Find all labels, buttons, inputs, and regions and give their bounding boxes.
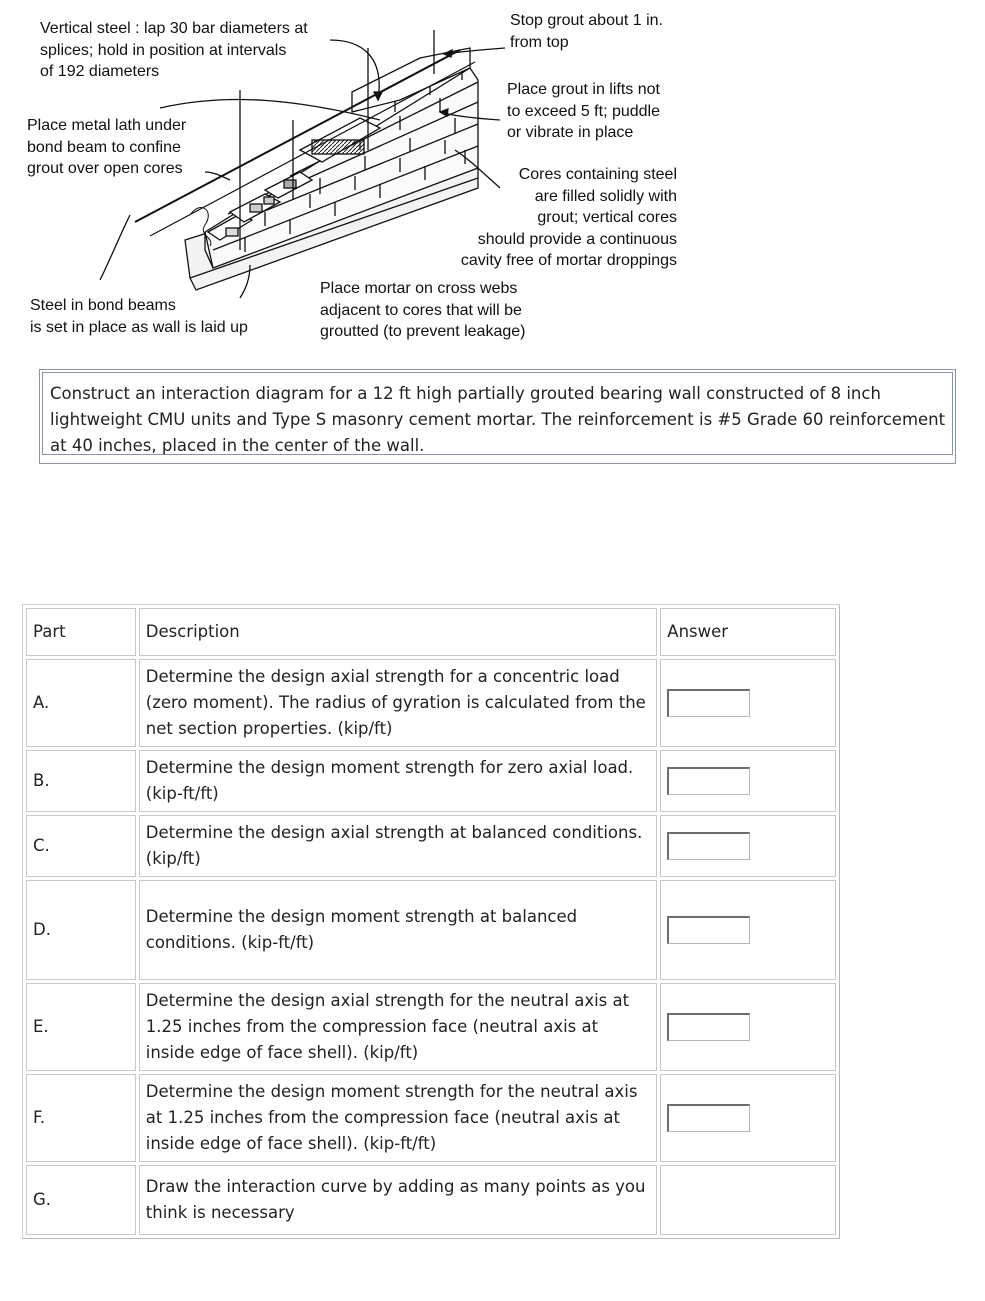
part-label: B. bbox=[26, 750, 136, 812]
table-row bbox=[26, 1165, 836, 1235]
part-description: Determine the design axial strength at balanced conditions. (kip/ft) bbox=[139, 815, 658, 877]
part-description: Determine the design moment strength for zero axial load. (kip-ft/ft) bbox=[139, 750, 658, 812]
label-steel-bond-beams: Steel in bond beams is set in place as wall is laid up bbox=[30, 297, 248, 336]
label-vertical-steel: Vertical steel : lap 30 bar diameters at splices; hold in position at intervals of 192 diameters bbox=[40, 20, 308, 80]
header-answer: Answer bbox=[660, 608, 836, 656]
header-description: Description bbox=[139, 608, 658, 656]
table-header-row bbox=[26, 608, 836, 656]
part-label: D. bbox=[26, 880, 136, 980]
answer-cell bbox=[660, 1074, 836, 1162]
answer-input-f[interactable] bbox=[667, 1104, 750, 1132]
part-label: A. bbox=[26, 659, 136, 747]
answer-input-b[interactable] bbox=[667, 767, 750, 795]
label-mortar-webs: Place mortar on cross webs adjacent to cores that will be groutted (to prevent leakage) bbox=[320, 280, 526, 340]
table-row bbox=[26, 1074, 836, 1162]
part-label: G. bbox=[26, 1165, 136, 1235]
label-stop-grout: Stop grout about 1 in. from top bbox=[510, 12, 663, 51]
answer-cell-empty bbox=[660, 1165, 836, 1235]
part-label: F. bbox=[26, 1074, 136, 1162]
answer-cell bbox=[660, 983, 836, 1071]
question-table bbox=[22, 604, 840, 1239]
part-description: Determine the design moment strength at balanced conditions. (kip-ft/ft) bbox=[139, 880, 658, 980]
table-row bbox=[26, 659, 836, 747]
answer-input-c[interactable] bbox=[667, 832, 750, 860]
part-label: E. bbox=[26, 983, 136, 1071]
label-metal-lath: Place metal lath under bond beam to confine grout over open cores bbox=[27, 117, 187, 177]
table-row bbox=[26, 750, 836, 812]
answer-input-e[interactable] bbox=[667, 1013, 750, 1041]
problem-statement-text: Construct an interaction diagram for a 12 ft high partially grouted bearing wall constructed of 8 inch lightweight CMU units and Type S masonry cement mortar. The reinforcement is #5 Grade 60 reinforcement at 40 inches, placed in the center of the wall. bbox=[42, 372, 953, 455]
table-row bbox=[26, 815, 836, 877]
label-cores-steel: Cores containing steel are filled solidly with grout; vertical cores should provide a continuous cavity free of mortar droppings bbox=[460, 166, 677, 269]
part-label: C. bbox=[26, 815, 136, 877]
header-part: Part bbox=[26, 608, 136, 656]
answer-cell bbox=[660, 880, 836, 980]
answer-input-a[interactable] bbox=[667, 689, 750, 717]
table-row bbox=[26, 983, 836, 1071]
answer-cell bbox=[660, 750, 836, 812]
table-row bbox=[26, 880, 836, 980]
part-description: Determine the design axial strength for the neutral axis at 1.25 inches from the compression face (neutral axis at inside edge of face shell). (kip/ft) bbox=[139, 983, 658, 1071]
problem-statement-box bbox=[39, 369, 956, 464]
answer-cell bbox=[660, 659, 836, 747]
label-place-grout: Place grout in lifts not to exceed 5 ft; puddle or vibrate in place bbox=[507, 81, 660, 141]
part-description: Determine the design moment strength for the neutral axis at 1.25 inches from the compression face (neutral axis at inside edge of face shell). (kip-ft/ft) bbox=[139, 1074, 658, 1162]
masonry-wall-figure bbox=[0, 0, 720, 350]
answer-input-d[interactable] bbox=[667, 916, 750, 944]
part-description: Draw the interaction curve by adding as many points as you think is necessary bbox=[139, 1165, 658, 1235]
answer-cell bbox=[660, 815, 836, 877]
part-description: Determine the design axial strength for a concentric load (zero moment). The radius of gyration is calculated from the net section properties. (kip/ft) bbox=[139, 659, 658, 747]
